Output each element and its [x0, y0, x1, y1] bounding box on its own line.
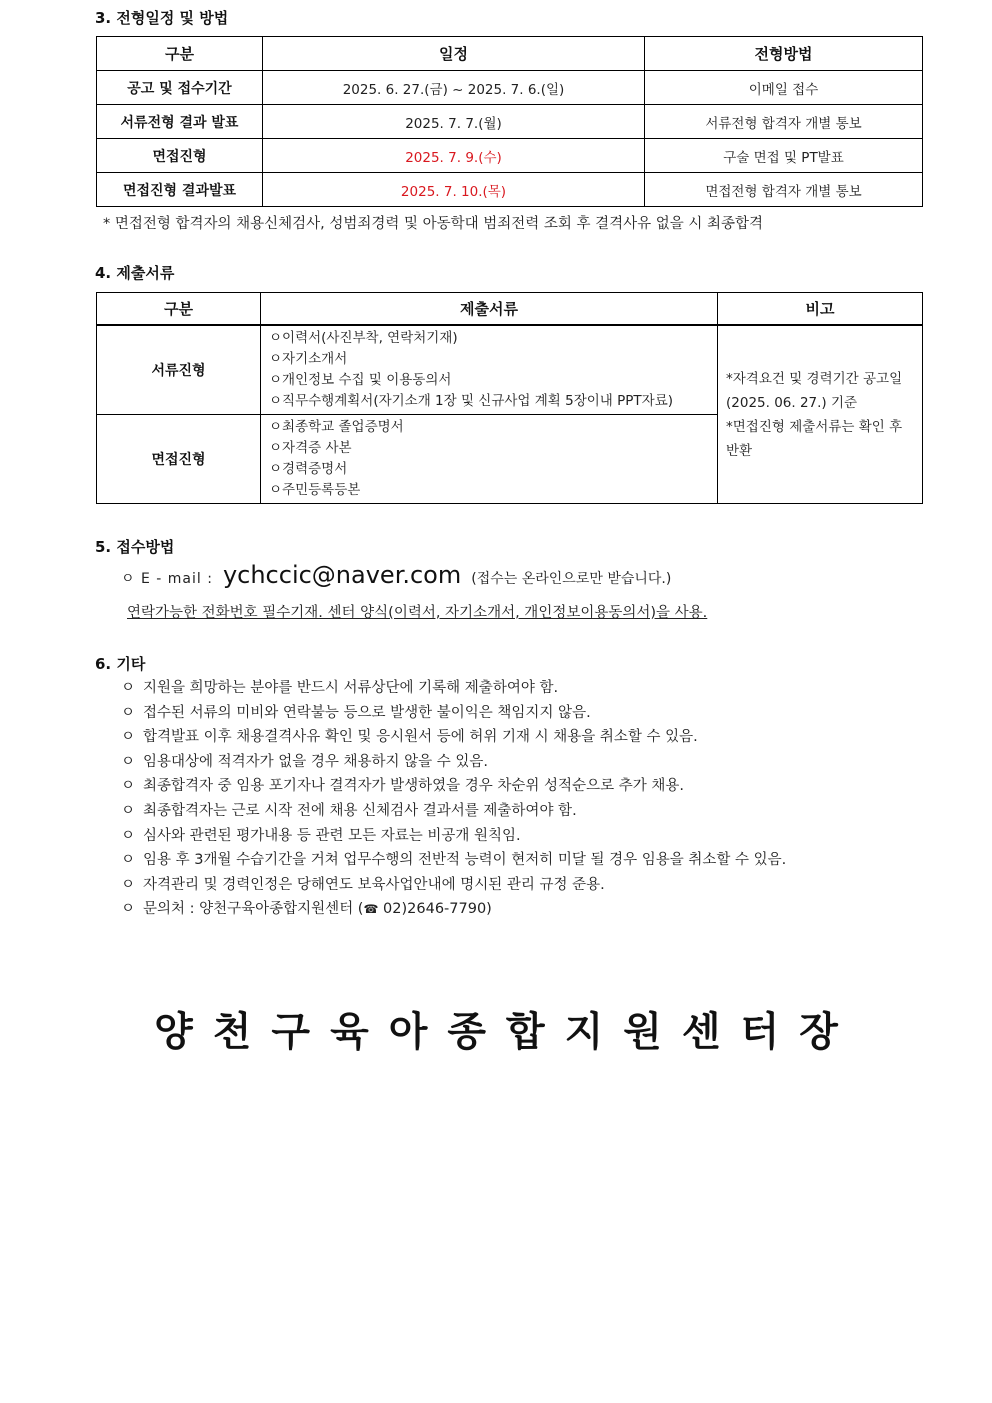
bullet: ㅇ — [121, 729, 136, 746]
schedule-row-label: 공고 및 접수기간 — [97, 71, 263, 105]
issuer-signature: 양천구육아종합지원센터장 — [154, 1009, 858, 1055]
email-address[interactable]: ychccic@naver.com — [222, 561, 462, 589]
documents-header-remarks: 비고 — [718, 293, 923, 326]
documents-row-label: 면접진형 — [97, 415, 261, 504]
documents-header-docs: 제출서류 — [261, 293, 718, 326]
bullet: ㅇ — [121, 778, 136, 795]
remark-item: *면접진형 제출서류는 확인 후 반환 — [726, 418, 903, 459]
list-item — [121, 824, 786, 849]
schedule-table — [96, 36, 923, 207]
schedule-row-label: 면접진형 — [97, 139, 263, 173]
list-item: ㅇ주민등록등본 — [269, 482, 361, 498]
list-item: ㅇ경력증명서 — [269, 461, 348, 477]
list-item-text: 자격관리 및 경력인정은 당해연도 보육사업안내에 명시된 관리 규정 준용. — [143, 876, 605, 893]
schedule-header-row — [97, 37, 923, 71]
list-item: ㅇ개인정보 수집 및 이용동의서 — [269, 372, 452, 388]
list-item-text: 접수된 서류의 미비와 연락불능 등으로 발생한 불이익은 책임지지 않음. — [143, 704, 591, 721]
list-item-text: 합격발표 이후 채용결격사유 확인 및 응시원서 등에 허위 기재 시 채용을 취소할 수 있음. — [143, 729, 698, 746]
contact-prefix: 문의처 : 양천구육아종합지원센터 ( — [143, 901, 364, 918]
list-item: ㅇ자기소개서 — [269, 351, 348, 367]
schedule-header-date: 일정 — [263, 37, 645, 71]
email-note: (접수는 온라인으로만 받습니다.) — [471, 571, 672, 587]
schedule-row-method: 서류전형 합격자 개별 통보 — [645, 105, 923, 139]
schedule-row-date: 2025. 6. 27.(금) ~ 2025. 7. 6.(일) — [263, 71, 645, 105]
bullet: ㅇ — [121, 827, 136, 844]
bullet: ㅇ — [121, 876, 136, 893]
schedule-row-date-highlight: 2025. 7. 9.(수) — [263, 139, 645, 173]
email-line — [121, 561, 671, 589]
list-item-text: 최종합격자는 근로 시작 전에 채용 신체검사 결과서를 제출하여야 함. — [143, 802, 577, 819]
list-item — [121, 750, 786, 775]
bullet: ㅇ — [121, 901, 136, 918]
table-row — [97, 173, 923, 207]
documents-table — [96, 292, 923, 504]
list-item: ㅇ직무수행계획서(자기소개 1장 및 신규사업 계획 5장이내 PPT자료) — [269, 393, 674, 409]
section6-title: 6. 기타 — [95, 655, 146, 673]
schedule-row-label: 면접진형 결과발표 — [97, 173, 263, 207]
bullet: ㅇ — [121, 704, 136, 721]
documents-list — [261, 415, 718, 504]
schedule-header-method: 전형방법 — [645, 37, 923, 71]
list-item — [121, 701, 786, 726]
list-item-text: 임용대상에 적격자가 없을 경우 채용하지 않을 수 있음. — [143, 753, 489, 770]
documents-row-label: 서류진형 — [97, 325, 261, 415]
table-row — [97, 71, 923, 105]
list-item — [121, 774, 786, 799]
section4-title: 4. 제출서류 — [95, 264, 175, 282]
contact-requirement-note: 연락가능한 전화번호 필수기재. 센터 양식(이력서, 자기소개서, 개인정보이용동의서)을 사용. — [127, 605, 708, 621]
list-item: ㅇ이력서(사진부착, 연락처기재) — [269, 330, 458, 346]
schedule-row-method: 구술 면접 및 PT발표 — [645, 139, 923, 173]
list-item-text: 심사와 관련된 평가내용 등 관련 모든 자료는 비공개 원칙임. — [143, 827, 521, 844]
email-label: ㅇ E - mail : — [121, 571, 213, 587]
table-row — [97, 105, 923, 139]
bullet: ㅇ — [121, 753, 136, 770]
list-item — [121, 799, 786, 824]
schedule-row-date: 2025. 7. 7.(월) — [263, 105, 645, 139]
schedule-row-method: 면접전형 합격자 개별 통보 — [645, 173, 923, 207]
list-item — [121, 676, 786, 701]
documents-header-category: 구분 — [97, 293, 261, 326]
section3-title: 3. 전형일정 및 방법 — [95, 9, 229, 27]
list-item: ㅇ자격증 사본 — [269, 440, 352, 456]
list-item — [121, 725, 786, 750]
section5-title: 5. 접수방법 — [95, 538, 175, 556]
list-item — [121, 873, 786, 898]
schedule-row-label: 서류전형 결과 발표 — [97, 105, 263, 139]
bullet: ㅇ — [121, 802, 136, 819]
documents-list — [261, 325, 718, 415]
list-item — [121, 848, 786, 873]
bullet: ㅇ — [121, 852, 136, 869]
final-pass-note: * 면접전형 합격자의 채용신체검사, 성범죄경력 및 아동학대 범죄전력 조회 후 결격사유 없을 시 최종합격 — [103, 216, 764, 232]
schedule-row-date-highlight: 2025. 7. 10.(목) — [263, 173, 645, 207]
table-row — [97, 139, 923, 173]
schedule-header-category: 구분 — [97, 37, 263, 71]
phone-number: 02)2646-7790) — [383, 901, 492, 918]
list-item-text: 지원을 희망하는 분야를 반드시 서류상단에 기록해 제출하여야 함. — [143, 680, 559, 696]
phone-icon: ☎ — [363, 902, 379, 917]
schedule-row-method: 이메일 접수 — [645, 71, 923, 105]
table-row — [97, 325, 923, 415]
misc-list — [121, 676, 786, 922]
list-item-text: 임용 후 3개월 수습기간을 거쳐 업무수행의 전반적 능력이 현저히 미달 될 경우 임용을 취소할 수 있음. — [143, 852, 787, 869]
documents-remarks — [718, 325, 923, 504]
list-item: ㅇ최종학교 졸업증명서 — [269, 419, 404, 435]
list-item-text: 최종합격자 중 임용 포기자나 결격자가 발생하였을 경우 차순위 성적순으로 추가 채용. — [143, 778, 684, 795]
contact-item — [121, 897, 786, 922]
documents-header-row — [97, 293, 923, 326]
bullet: ㅇ — [121, 680, 136, 696]
remark-item: *자격요건 및 경력기간 공고일 (2025. 06. 27.) 기준 — [726, 370, 903, 411]
